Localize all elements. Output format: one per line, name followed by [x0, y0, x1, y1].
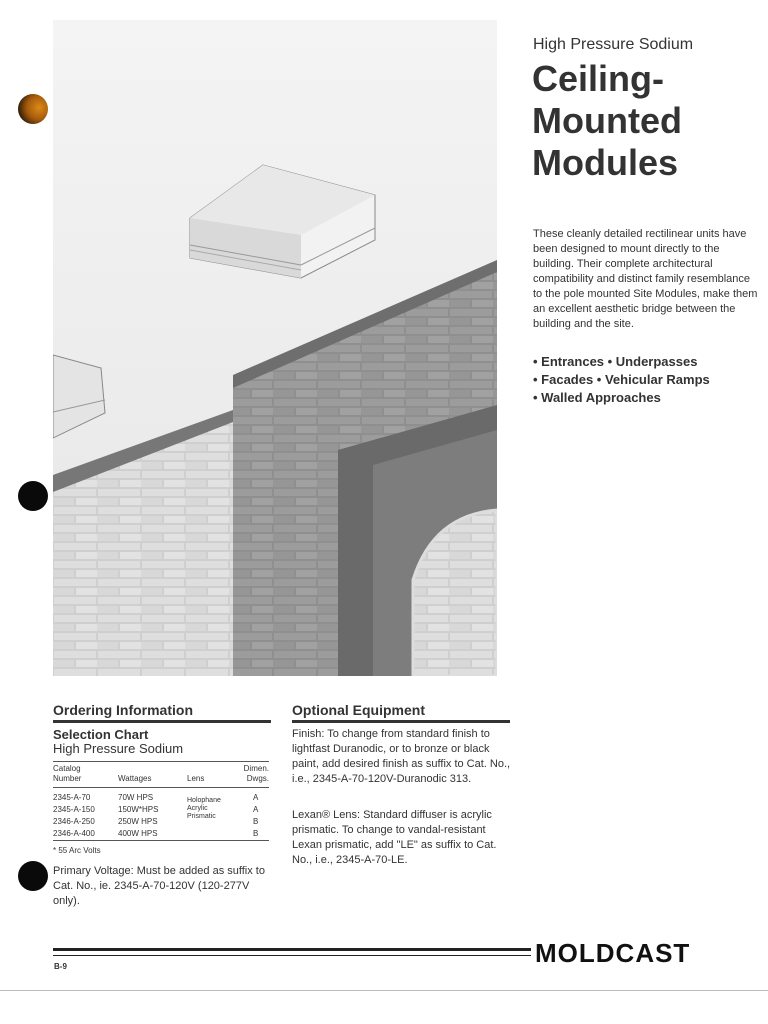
- application-line: • Entrances • Underpasses: [533, 354, 698, 369]
- table-cell-catalog: 2346-A-250: [53, 817, 95, 826]
- applications-list: [533, 353, 710, 407]
- page-edge: [0, 990, 768, 991]
- col-lens: Lens: [187, 774, 205, 783]
- page-number: B-9: [54, 962, 67, 971]
- intro-paragraph: These cleanly detailed rectilinear units have been designed to mount directly to the building. Their complete architectural compatibility and distinct family resemblance to the pole mounted Site Modules, make them an excellent aesthetic bridge between the building and the site.: [533, 228, 758, 330]
- table-cell-dim: A: [253, 793, 259, 802]
- optional-heading: Optional Equipment: [292, 702, 510, 723]
- binder-hole-top: [18, 94, 48, 124]
- table-cell-wattage: 400W HPS: [118, 829, 158, 838]
- table-cell-catalog: 2346-A-400: [53, 829, 95, 838]
- selection-chart-title: Selection Chart: [53, 727, 149, 742]
- brand-logo: MOLDCAST: [535, 938, 691, 968]
- title-line-3: Modules: [532, 142, 679, 183]
- lexan-option: Lexan® Lens: Standard diffuser is acrylic prismatic. To change to vandal-resistant Lexan prismatic, add "LE" as suffix to Cat. No., i.e., 2345-A-70-LE.: [292, 809, 497, 866]
- table-cell-wattage: 150W*HPS: [118, 805, 159, 814]
- selection-chart-subtitle: High Pressure Sodium: [53, 741, 184, 756]
- page-title: [532, 58, 682, 184]
- selection-table: [53, 761, 269, 841]
- binder-hole-middle: [18, 481, 48, 511]
- footnote: * 55 Arc Volts: [53, 846, 101, 855]
- col-dimen-2: Dwgs.: [246, 774, 269, 783]
- table-body: [53, 788, 269, 841]
- table-cell-dim: A: [253, 805, 259, 814]
- table-cell-catalog: 2345-A-150: [53, 805, 95, 814]
- table-cell-wattage: 70W HPS: [118, 793, 154, 802]
- primary-voltage-note: Primary Voltage: Must be added as suffix to Cat. No., ie. 2345-A-70-120V (120-277V only).: [53, 865, 265, 907]
- table-cell-dim: B: [253, 817, 259, 826]
- table-cell-catalog: 2345-A-70: [53, 793, 91, 802]
- footer-rule-thin: [53, 955, 531, 956]
- ordering-heading: Ordering Information: [53, 702, 271, 723]
- col-wattages: Wattages: [118, 774, 152, 783]
- title-line-2: Mounted: [532, 100, 682, 141]
- col-catalog-2: Number: [53, 774, 82, 783]
- col-dimen-1: Dimen.: [243, 764, 269, 773]
- application-line: • Walled Approaches: [533, 390, 661, 405]
- product-photo: [53, 20, 497, 676]
- table-header: [53, 761, 269, 788]
- lens-line: Prismatic: [187, 813, 216, 820]
- title-line-1: Ceiling-: [532, 58, 664, 99]
- application-line: • Facades • Vehicular Ramps: [533, 372, 710, 387]
- binder-hole-bottom: [18, 861, 48, 891]
- lens-line: Acrylic: [187, 805, 208, 812]
- table-cell-dim: B: [253, 829, 259, 838]
- footer-rule: [53, 948, 531, 951]
- lens-line: Holophane: [187, 797, 221, 804]
- table-cell-wattage: 250W HPS: [118, 817, 158, 826]
- product-subtitle: High Pressure Sodium: [533, 36, 694, 53]
- col-catalog-1: Catalog: [53, 764, 81, 773]
- finish-option: Finish: To change from standard finish to lightfast Duranodic, or to bronze or black paint, add desired finish as suffix to Cat. No., i.e., 2345-A-70-120V-Duranodic 313.: [292, 728, 511, 785]
